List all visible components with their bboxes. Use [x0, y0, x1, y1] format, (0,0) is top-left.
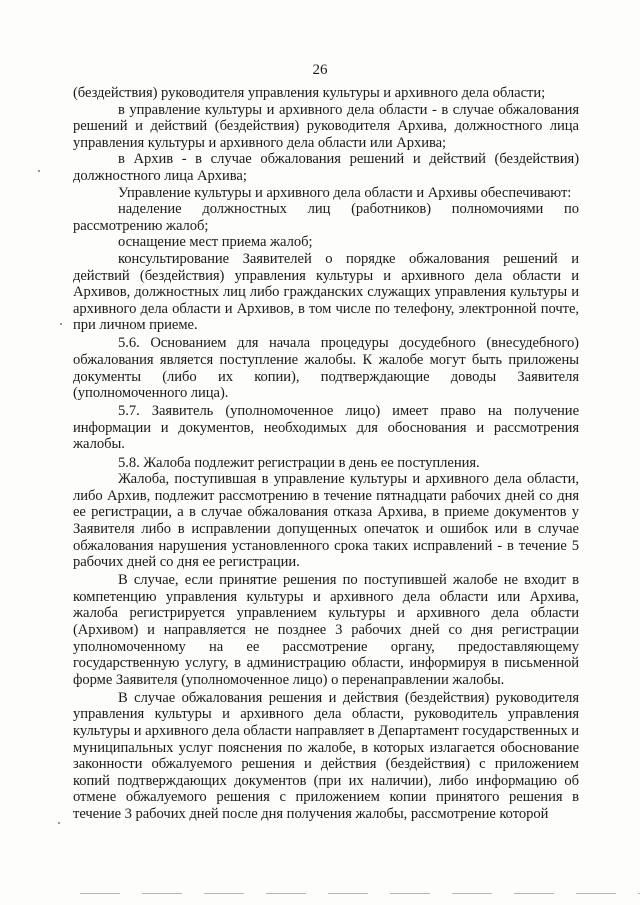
paragraph: Жалоба, поступившая в управление культуры и архивного дела области, либо Архив, подлежит рассмотрению в течение пятнадцати рабочих дней со дня ее регистрации, а в случае обжалования отказа Архива, в приеме документов у Заявителя либо в исправлении допущенных опечаток и ошибок или в случае обжалования нарушения установленного срока таких исправлений - в течение 5 рабочих дней со дня ее регистрации.	[73, 471, 579, 571]
paragraph: Управление культуры и архивного дела области и Архивы обеспечивают:	[118, 184, 572, 201]
paragraph: (бездействия) руководителя управления культуры и архивного дела области;	[73, 85, 546, 101]
paragraph: наделение должностных лиц (работников) полномочиями по рассмотрению жалоб;	[73, 201, 579, 234]
paragraph: 5.6. Основанием для начала процедуры досудебного (внесудебного) обжалования является поступление жалобы. К жалобе могут быть приложены документы (либо их копии), подтверждающие доводы Заявителя (уполномоченного лица).	[73, 335, 579, 402]
scan-speck	[38, 170, 40, 172]
paragraph: В случае обжалования решения и действия (бездействия) руководителя управления культуры и архивного дела области, руководитель управления культуры и архивного дела области направляет в Департамент государственных и муниципальных услуг пояснения по жалобе, в которых излагается обоснование законности обжалуемого решения и действия (бездействия) с приложением копий подтверждающих документов (при их наличии), либо информацию об отмене обжалуемого решения с приложением копии принятого решения в течение 3 рабочих дней после дня получения жалобы, рассмотрение которой	[73, 689, 579, 823]
paragraph: 5.8. Жалоба подлежит регистрации в день ее поступления.	[118, 454, 480, 471]
scan-speck	[58, 822, 60, 824]
scan-edge-line	[80, 893, 640, 894]
page-number: 26	[312, 62, 328, 78]
paragraph: консультирование Заявителей о порядке обжалования решений и действий (бездействия) управления культуры и архивного дела области и Архивов, должностных лиц либо гражданских служащих управления культуры и архивного дела области и Архивов, в том числе по телефону, электронной почте, при личном приеме.	[73, 250, 579, 334]
document-text	[73, 85, 579, 823]
paragraph: 5.7. Заявитель (уполномоченное лицо) имеет право на получение информации и документов, необходимых для обоснования и рассмотрения жалобы.	[73, 403, 579, 453]
scan-speck	[60, 323, 62, 325]
paragraph: оснащение мест приема жалоб;	[118, 234, 313, 251]
paragraph: в управление культуры и архивного дела области - в случае обжалования решений и действий (бездействия) руководителя Архива, должностного лица управления культуры и архивного дела области или Архива;	[73, 101, 579, 151]
paragraph: в Архив - в случае обжалования решений и действий (бездействия) должностного лица Архива;	[73, 151, 579, 184]
paragraph: В случае, если принятие решения по поступившей жалобе не входит в компетенцию управления культуры и архивного дела области или Архива, жалоба регистрируется управлением культуры и архивного дела области (Архивом) и направляется не позднее 3 рабочих дней со дня регистрации уполномоченному на ее рассмотрение органу, предоставляющему государственную услугу, в администрацию области, информируя в письменной форме Заявителя (уполномоченное лицо) о перенаправлении жалобы.	[73, 572, 579, 688]
